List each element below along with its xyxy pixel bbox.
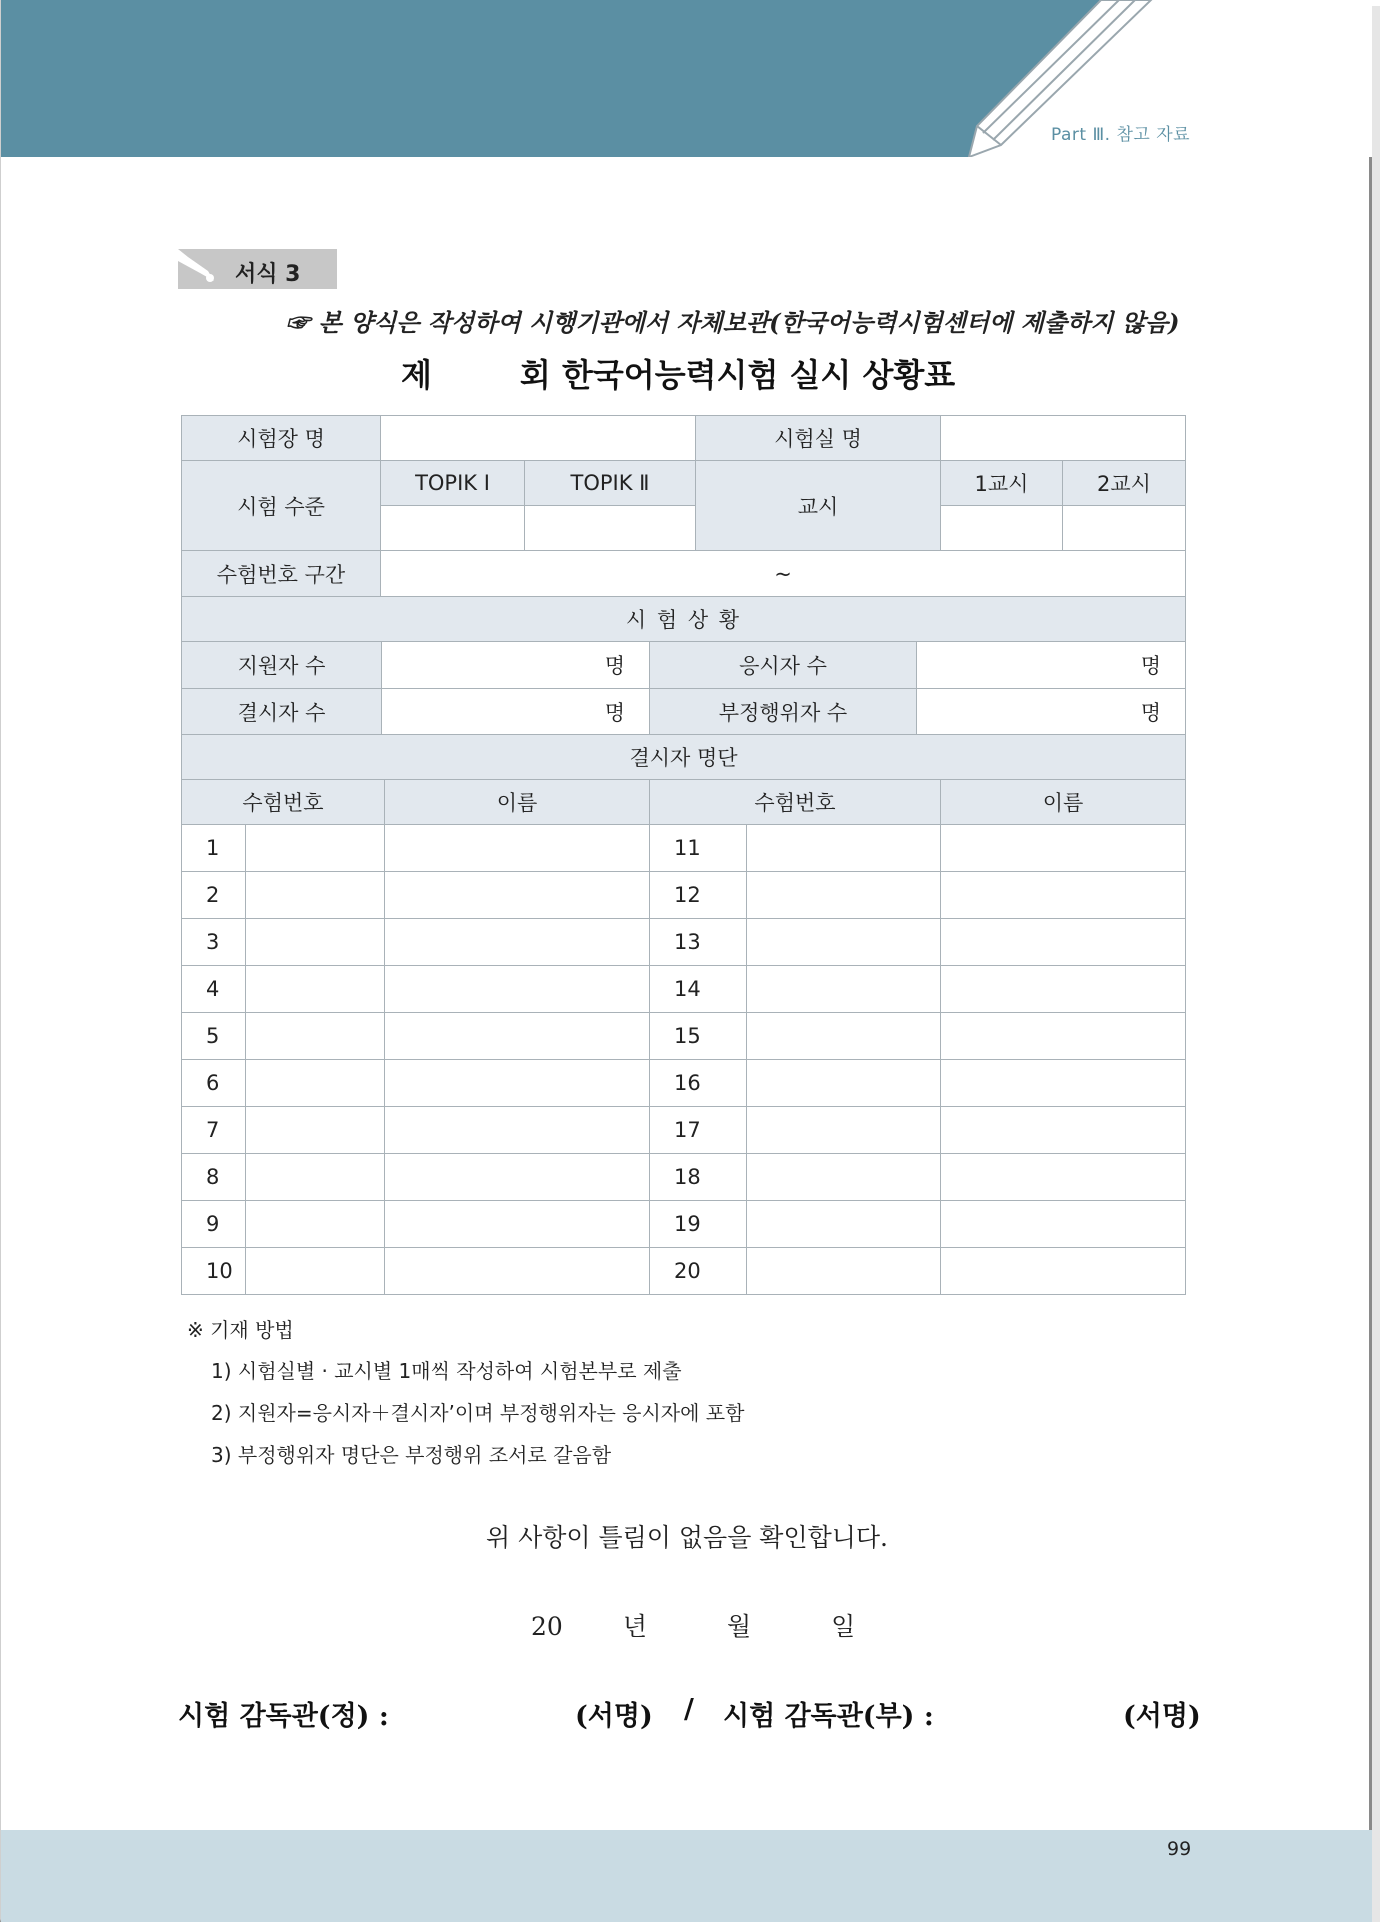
exam-no-cell[interactable]	[747, 1248, 941, 1295]
applicants-field[interactable]: 명	[382, 642, 650, 689]
exam-level-label: 시험 수준	[182, 461, 381, 551]
instruction-item: 2) 지원자=응시자＋결시자’이며 부정행위자는 응시자에 포함	[211, 1401, 745, 1425]
period2-field[interactable]	[1063, 506, 1186, 551]
row-number: 19	[650, 1201, 747, 1248]
exam-no-cell[interactable]	[246, 872, 385, 919]
cheaters-label: 부정행위자 수	[650, 689, 917, 735]
instruction-item: 1) 시험실별 · 교시별 1매씩 작성하여 시험본부로 제출	[211, 1359, 682, 1383]
assistant-proctor-sign[interactable]: (서명)	[1123, 1701, 1201, 1732]
period-label: 교시	[696, 461, 941, 551]
exam-no-cell[interactable]	[246, 919, 385, 966]
notice-text: ☞ 본 양식은 작성하여 시행기관에서 자체보관(한국어능력시험센터에 제출하지 않음)	[286, 308, 1180, 337]
exam-no-cell[interactable]	[246, 1107, 385, 1154]
row-number: 2	[182, 872, 246, 919]
chief-proctor-label: 시험 감독관(정) :	[178, 1701, 389, 1732]
instruction-item: 3) 부정행위자 명단은 부정행위 조서로 갈음함	[211, 1443, 612, 1467]
name-cell[interactable]	[385, 1154, 650, 1201]
exam-no-cell[interactable]	[246, 1154, 385, 1201]
form-tag-label: 서식 3	[235, 262, 301, 287]
row-number: 5	[182, 1013, 246, 1060]
table-row	[182, 872, 1186, 919]
col-name-left: 이름	[385, 780, 650, 825]
table-row	[182, 919, 1186, 966]
takers-label: 응시자 수	[650, 642, 917, 689]
date-month-unit: 월	[726, 1612, 752, 1641]
confirmation-text: 위 사항이 틀림이 없음을 확인합니다.	[486, 1523, 888, 1552]
form-tag	[178, 249, 337, 289]
exam-no-cell[interactable]	[747, 872, 941, 919]
status-section-header: 시 험 상 황	[182, 597, 1186, 642]
name-cell[interactable]	[941, 1060, 1186, 1107]
period1-field[interactable]	[941, 506, 1063, 551]
row-number: 1	[182, 825, 246, 872]
row-number: 3	[182, 919, 246, 966]
exam-site-label: 시험장 명	[182, 416, 381, 461]
exam-no-cell[interactable]	[747, 919, 941, 966]
name-cell[interactable]	[941, 919, 1186, 966]
exam-site-field[interactable]	[381, 416, 696, 461]
table-row	[182, 1107, 1186, 1154]
date-year: 20	[531, 1612, 563, 1641]
date-day-unit: 일	[831, 1612, 856, 1641]
name-cell[interactable]	[385, 825, 650, 872]
page-number: 99	[1167, 1838, 1192, 1860]
table-row	[182, 1201, 1186, 1248]
row-number: 8	[182, 1154, 246, 1201]
row-number: 12	[650, 872, 747, 919]
row-number: 16	[650, 1060, 747, 1107]
exam-no-cell[interactable]	[747, 1154, 941, 1201]
name-cell[interactable]	[941, 1201, 1186, 1248]
row-number: 14	[650, 966, 747, 1013]
page-shadow	[1372, 6, 1380, 1922]
table-row	[182, 1154, 1186, 1201]
name-cell[interactable]	[385, 1107, 650, 1154]
row-number: 9	[182, 1201, 246, 1248]
col-exam-no-right: 수험번호	[650, 780, 941, 825]
instructions-title: ※ 기재 방법	[187, 1318, 294, 1342]
period2-label: 2교시	[1063, 461, 1186, 506]
absentees-field[interactable]: 명	[382, 689, 650, 735]
exam-room-label: 시험실 명	[696, 416, 941, 461]
page-title	[401, 350, 955, 396]
topik2-label: TOPIK Ⅱ	[525, 461, 696, 506]
topik2-field[interactable]	[525, 506, 696, 551]
name-cell[interactable]	[385, 1060, 650, 1107]
row-number: 7	[182, 1107, 246, 1154]
table-row	[182, 825, 1186, 872]
title-suffix: 회 한국어능력시험 실시 상황표	[519, 356, 956, 394]
row-number: 17	[650, 1107, 747, 1154]
absentee-list-section-header: 결시자 명단	[182, 735, 1186, 780]
applicants-label: 지원자 수	[182, 642, 382, 689]
assistant-proctor-label: 시험 감독관(부) :	[723, 1701, 934, 1732]
name-cell[interactable]	[385, 919, 650, 966]
table-row	[182, 1248, 1186, 1295]
row-number: 15	[650, 1013, 747, 1060]
takers-field[interactable]: 명	[917, 642, 1186, 689]
table-row	[182, 1060, 1186, 1107]
name-cell[interactable]	[385, 872, 650, 919]
cheaters-field[interactable]: 명	[917, 689, 1186, 735]
col-exam-no-left: 수험번호	[182, 780, 385, 825]
exam-no-cell[interactable]	[246, 1060, 385, 1107]
name-cell[interactable]	[941, 1013, 1186, 1060]
exam-no-cell[interactable]	[747, 1201, 941, 1248]
corner-arrow-icon	[178, 249, 218, 289]
exam-no-cell[interactable]	[747, 1107, 941, 1154]
row-number: 4	[182, 966, 246, 1013]
name-cell[interactable]	[941, 872, 1186, 919]
exam-no-cell[interactable]	[747, 966, 941, 1013]
chief-proctor-sign[interactable]: (서명)	[575, 1701, 653, 1732]
name-cell[interactable]	[941, 1248, 1186, 1295]
topik1-field[interactable]	[381, 506, 525, 551]
row-number: 13	[650, 919, 747, 966]
row-number: 18	[650, 1154, 747, 1201]
row-number: 6	[182, 1060, 246, 1107]
range-field[interactable]: ~	[381, 551, 1186, 597]
exam-no-cell[interactable]	[246, 1201, 385, 1248]
exam-no-cell[interactable]	[747, 1013, 941, 1060]
col-name-right: 이름	[941, 780, 1186, 825]
row-number: 20	[650, 1248, 747, 1295]
name-cell[interactable]	[385, 1201, 650, 1248]
name-cell[interactable]	[385, 966, 650, 1013]
absentees-label: 결시자 수	[182, 689, 382, 735]
date-line	[531, 1607, 855, 1643]
row-number: 10	[182, 1248, 246, 1295]
exam-room-field[interactable]	[941, 416, 1186, 461]
row-number: 11	[650, 825, 747, 872]
range-label: 수험번호 구간	[182, 551, 381, 597]
counts-table	[181, 641, 1186, 780]
header-band	[1, 0, 1373, 157]
signature-separator: /	[684, 1694, 694, 1725]
absentee-list-table	[181, 779, 1186, 1295]
exam-no-cell[interactable]	[747, 1060, 941, 1107]
writing-instructions	[187, 1314, 744, 1481]
table-row	[182, 966, 1186, 1013]
exam-no-cell[interactable]	[246, 825, 385, 872]
date-year-unit: 년	[622, 1612, 647, 1641]
name-cell[interactable]	[941, 825, 1186, 872]
name-cell[interactable]	[941, 1107, 1186, 1154]
name-cell[interactable]	[385, 1013, 650, 1060]
name-cell[interactable]	[941, 1154, 1186, 1201]
name-cell[interactable]	[941, 966, 1186, 1013]
exam-info-table	[181, 415, 1186, 642]
table-row	[182, 1013, 1186, 1060]
exam-no-cell[interactable]	[246, 1248, 385, 1295]
name-cell[interactable]	[385, 1248, 650, 1295]
period1-label: 1교시	[941, 461, 1063, 506]
exam-no-cell[interactable]	[246, 966, 385, 1013]
exam-no-cell[interactable]	[246, 1013, 385, 1060]
title-prefix: 제	[401, 356, 432, 394]
exam-no-cell[interactable]	[747, 825, 941, 872]
part-label: Part Ⅲ. 참고 자료	[1051, 125, 1191, 145]
topik1-label: TOPIK Ⅰ	[381, 461, 525, 506]
